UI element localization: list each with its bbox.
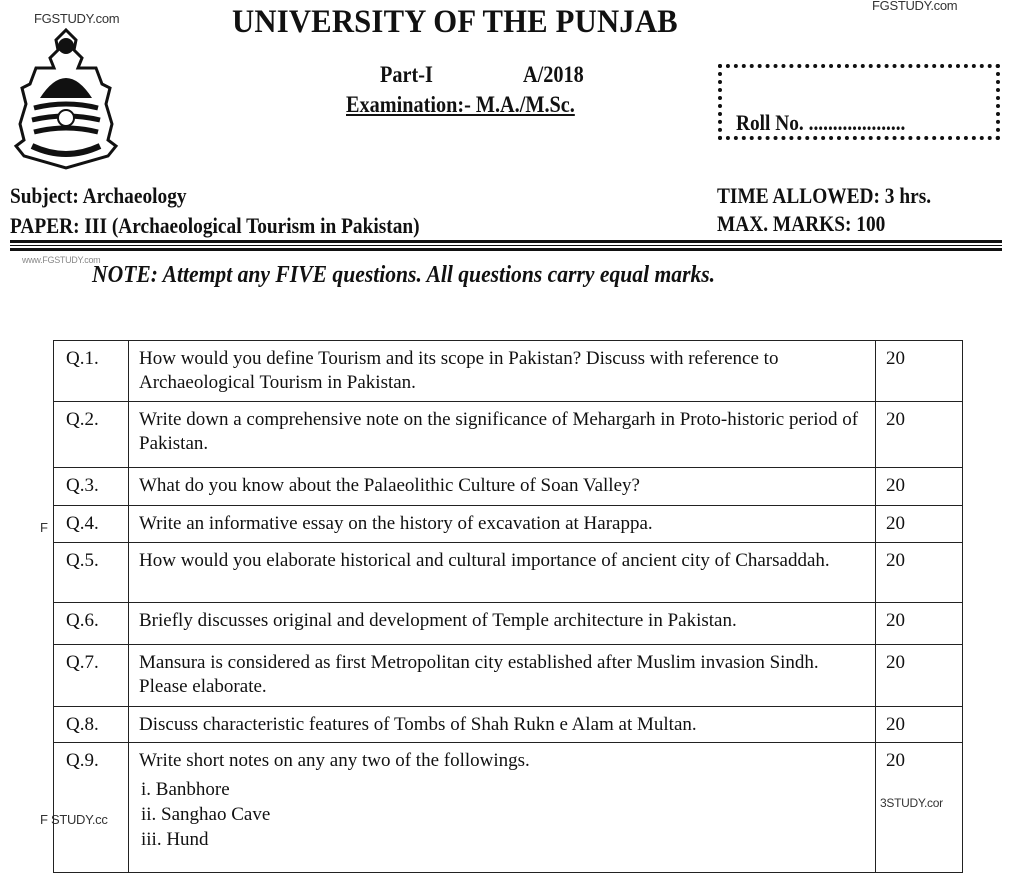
question-marks: 20 [876,341,963,402]
question-number: Q.6. [54,603,129,645]
table-row [54,506,963,543]
question-text: How would you elaborate historical and cultural importance of ancient city of Charsaddah. [129,543,876,603]
question-marks: 20 [876,743,963,873]
question-cell [129,743,876,873]
watermark: F [40,520,48,535]
question-number: Q.9. [54,743,129,873]
table-row [54,341,963,402]
session-label: A/2018 [523,62,584,87]
divider [10,248,1002,251]
question-number: Q.3. [54,468,129,506]
question-number: Q.7. [54,645,129,707]
examination-label: Examination:- M.A./M.Sc. [346,92,575,117]
roll-number-box [718,64,1000,140]
question-text: Briefly discusses original and development of Temple architecture in Pakistan. [129,603,876,645]
question-text: Discuss characteristic features of Tombs of Shah Rukn e Alam at Multan. [129,707,876,743]
table-row [54,645,963,707]
table-row [54,743,963,873]
question-number: Q.2. [54,402,129,468]
table-row [54,468,963,506]
table-row [54,543,963,603]
question-text: Mansura is considered as first Metropolitan city established after Muslim invasion Sindh. Please elaborate. [129,645,876,707]
question-text: Write short notes on any any two of the followings. [139,750,530,771]
question-text: What do you know about the Palaeolithic Culture of Soan Valley? [129,468,876,506]
sub-item: iii. Hund [141,829,209,850]
watermark: FGSTUDY.com [34,11,120,26]
sub-item: i. Banbhore [141,779,230,800]
watermark: FGSTUDY.com [872,0,958,13]
university-crest-logo [12,28,120,170]
question-marks: 20 [876,543,963,603]
part-label: Part-I [380,62,433,87]
sub-item: ii. Sanghao Cave [141,804,271,825]
question-number: Q.4. [54,506,129,543]
divider [10,240,1002,243]
question-text: Write down a comprehensive note on the significance of Mehargarh in Proto-historic period of Pakistan. [129,402,876,468]
question-number: Q.1. [54,341,129,402]
question-marks: 20 [876,402,963,468]
divider [10,245,1002,246]
table-row [54,707,963,743]
question-number: Q.8. [54,707,129,743]
roll-number-field: Roll No. .................... [736,110,906,135]
question-text: Write an informative essay on the history of excavation at Harappa. [129,506,876,543]
university-title: UNIVERSITY OF THE PUNJAB [232,4,678,40]
watermark: 3STUDY.cor [880,796,943,810]
watermark: F STUDY.cc [40,812,108,827]
time-allowed: TIME ALLOWED: 3 hrs. [717,183,932,208]
question-text: How would you define Tourism and its scope in Pakistan? Discuss with reference to Archaeological Tourism in Pakistan. [129,341,876,402]
question-marks: 20 [876,707,963,743]
question-marks: 20 [876,506,963,543]
question-number: Q.5. [54,543,129,603]
question-marks: 20 [876,603,963,645]
questions-table [53,340,963,873]
subject-label: Subject: Archaeology [10,183,187,208]
table-row [54,603,963,645]
instructions-note: NOTE: Attempt any FIVE questions. All questions carry equal marks. [92,262,716,288]
table-row [54,402,963,468]
max-marks: MAX. MARKS: 100 [717,211,886,236]
question-marks: 20 [876,645,963,707]
question-marks: 20 [876,468,963,506]
watermark: www.FGSTUDY.com [22,255,101,265]
paper-label: PAPER: III (Archaeological Tourism in Pakistan) [10,213,420,238]
